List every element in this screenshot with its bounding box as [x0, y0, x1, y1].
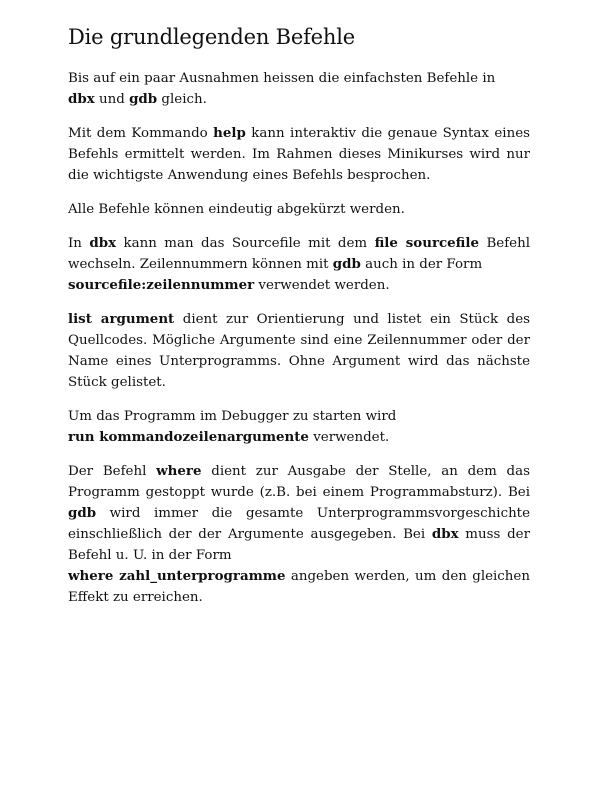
- page-title: Die grundlegenden Befehle: [68, 25, 355, 49]
- text: auch in der Form: [360, 257, 483, 272]
- paragraph-intro: [68, 68, 530, 110]
- command-dbx: dbx: [68, 91, 95, 107]
- text: kann interaktiv die genaue Syntax eines Befehls ermittelt werden. Im Rahmen dieses Minikurses wird nur die wichtigste Anwendung eines Befehls besprochen.: [68, 126, 530, 183]
- text: wird immer die gesamte Unterprogrammsvorgeschichte einschließlich der der Argumente ausgegeben. Bei: [68, 506, 530, 542]
- text: Befehl wechseln. Zeilennummern können mit: [68, 236, 531, 272]
- command-list-argument: list argument: [68, 311, 175, 327]
- text: Bis auf ein paar Ausnahmen heissen die einfachsten Befehle in: [68, 71, 496, 86]
- text: Der Befehl: [68, 464, 157, 479]
- text: Um das Programm im Debugger zu starten wird: [68, 409, 397, 424]
- text: und: [94, 92, 130, 107]
- text: Alle Befehle können eindeutig abgekürzt werden.: [68, 202, 405, 217]
- text: gleich.: [157, 92, 207, 107]
- command-dbx: dbx: [89, 235, 117, 251]
- command-run: run kommandozeilenargumente: [68, 429, 309, 445]
- text: Mit dem Kommando: [68, 126, 214, 141]
- text: angeben werden, um den gleichen Effekt zu erreichen.: [68, 569, 530, 605]
- command-file-sourcefile: file sourcefile: [374, 235, 480, 251]
- text: dient zur Ausgabe der Stelle, an dem das Programm gestoppt wurde (z.B. bei einem Programmabsturz). Bei: [68, 464, 530, 500]
- command-dbx: dbx: [431, 526, 459, 542]
- paragraph-abbrev: [68, 199, 530, 220]
- text: dient zur Orientierung und listet ein Stück des Quellcodes. Mögliche Argumente sind eine Zeilennummer oder der Name eines Unterprogramms. Ohne Argument wird das nächste Stück gelistet.: [68, 312, 531, 390]
- text: verwendet werden.: [254, 278, 390, 293]
- document-page: [68, 22, 530, 621]
- command-help: help: [213, 125, 246, 141]
- paragraph-help: [68, 123, 530, 186]
- paragraph-run: [68, 406, 530, 448]
- command-gdb: gdb: [129, 91, 158, 107]
- command-gdb: gdb: [332, 256, 361, 272]
- command-where: where: [156, 463, 202, 479]
- text: kann man das Sourcefile mit dem: [116, 236, 375, 251]
- command-gdb: gdb: [68, 505, 97, 521]
- command-sourcefile-line: sourcefile:zeilennummer: [68, 277, 255, 293]
- text: In: [68, 236, 90, 251]
- paragraph-list: [68, 309, 530, 393]
- paragraph-where: [68, 461, 530, 608]
- command-where-zahl: where zahl_unterprogramme: [68, 568, 286, 584]
- paragraph-file: [68, 233, 530, 296]
- text: verwendet.: [308, 430, 390, 445]
- text: muss der Befehl u. U. in der Form: [68, 527, 531, 563]
